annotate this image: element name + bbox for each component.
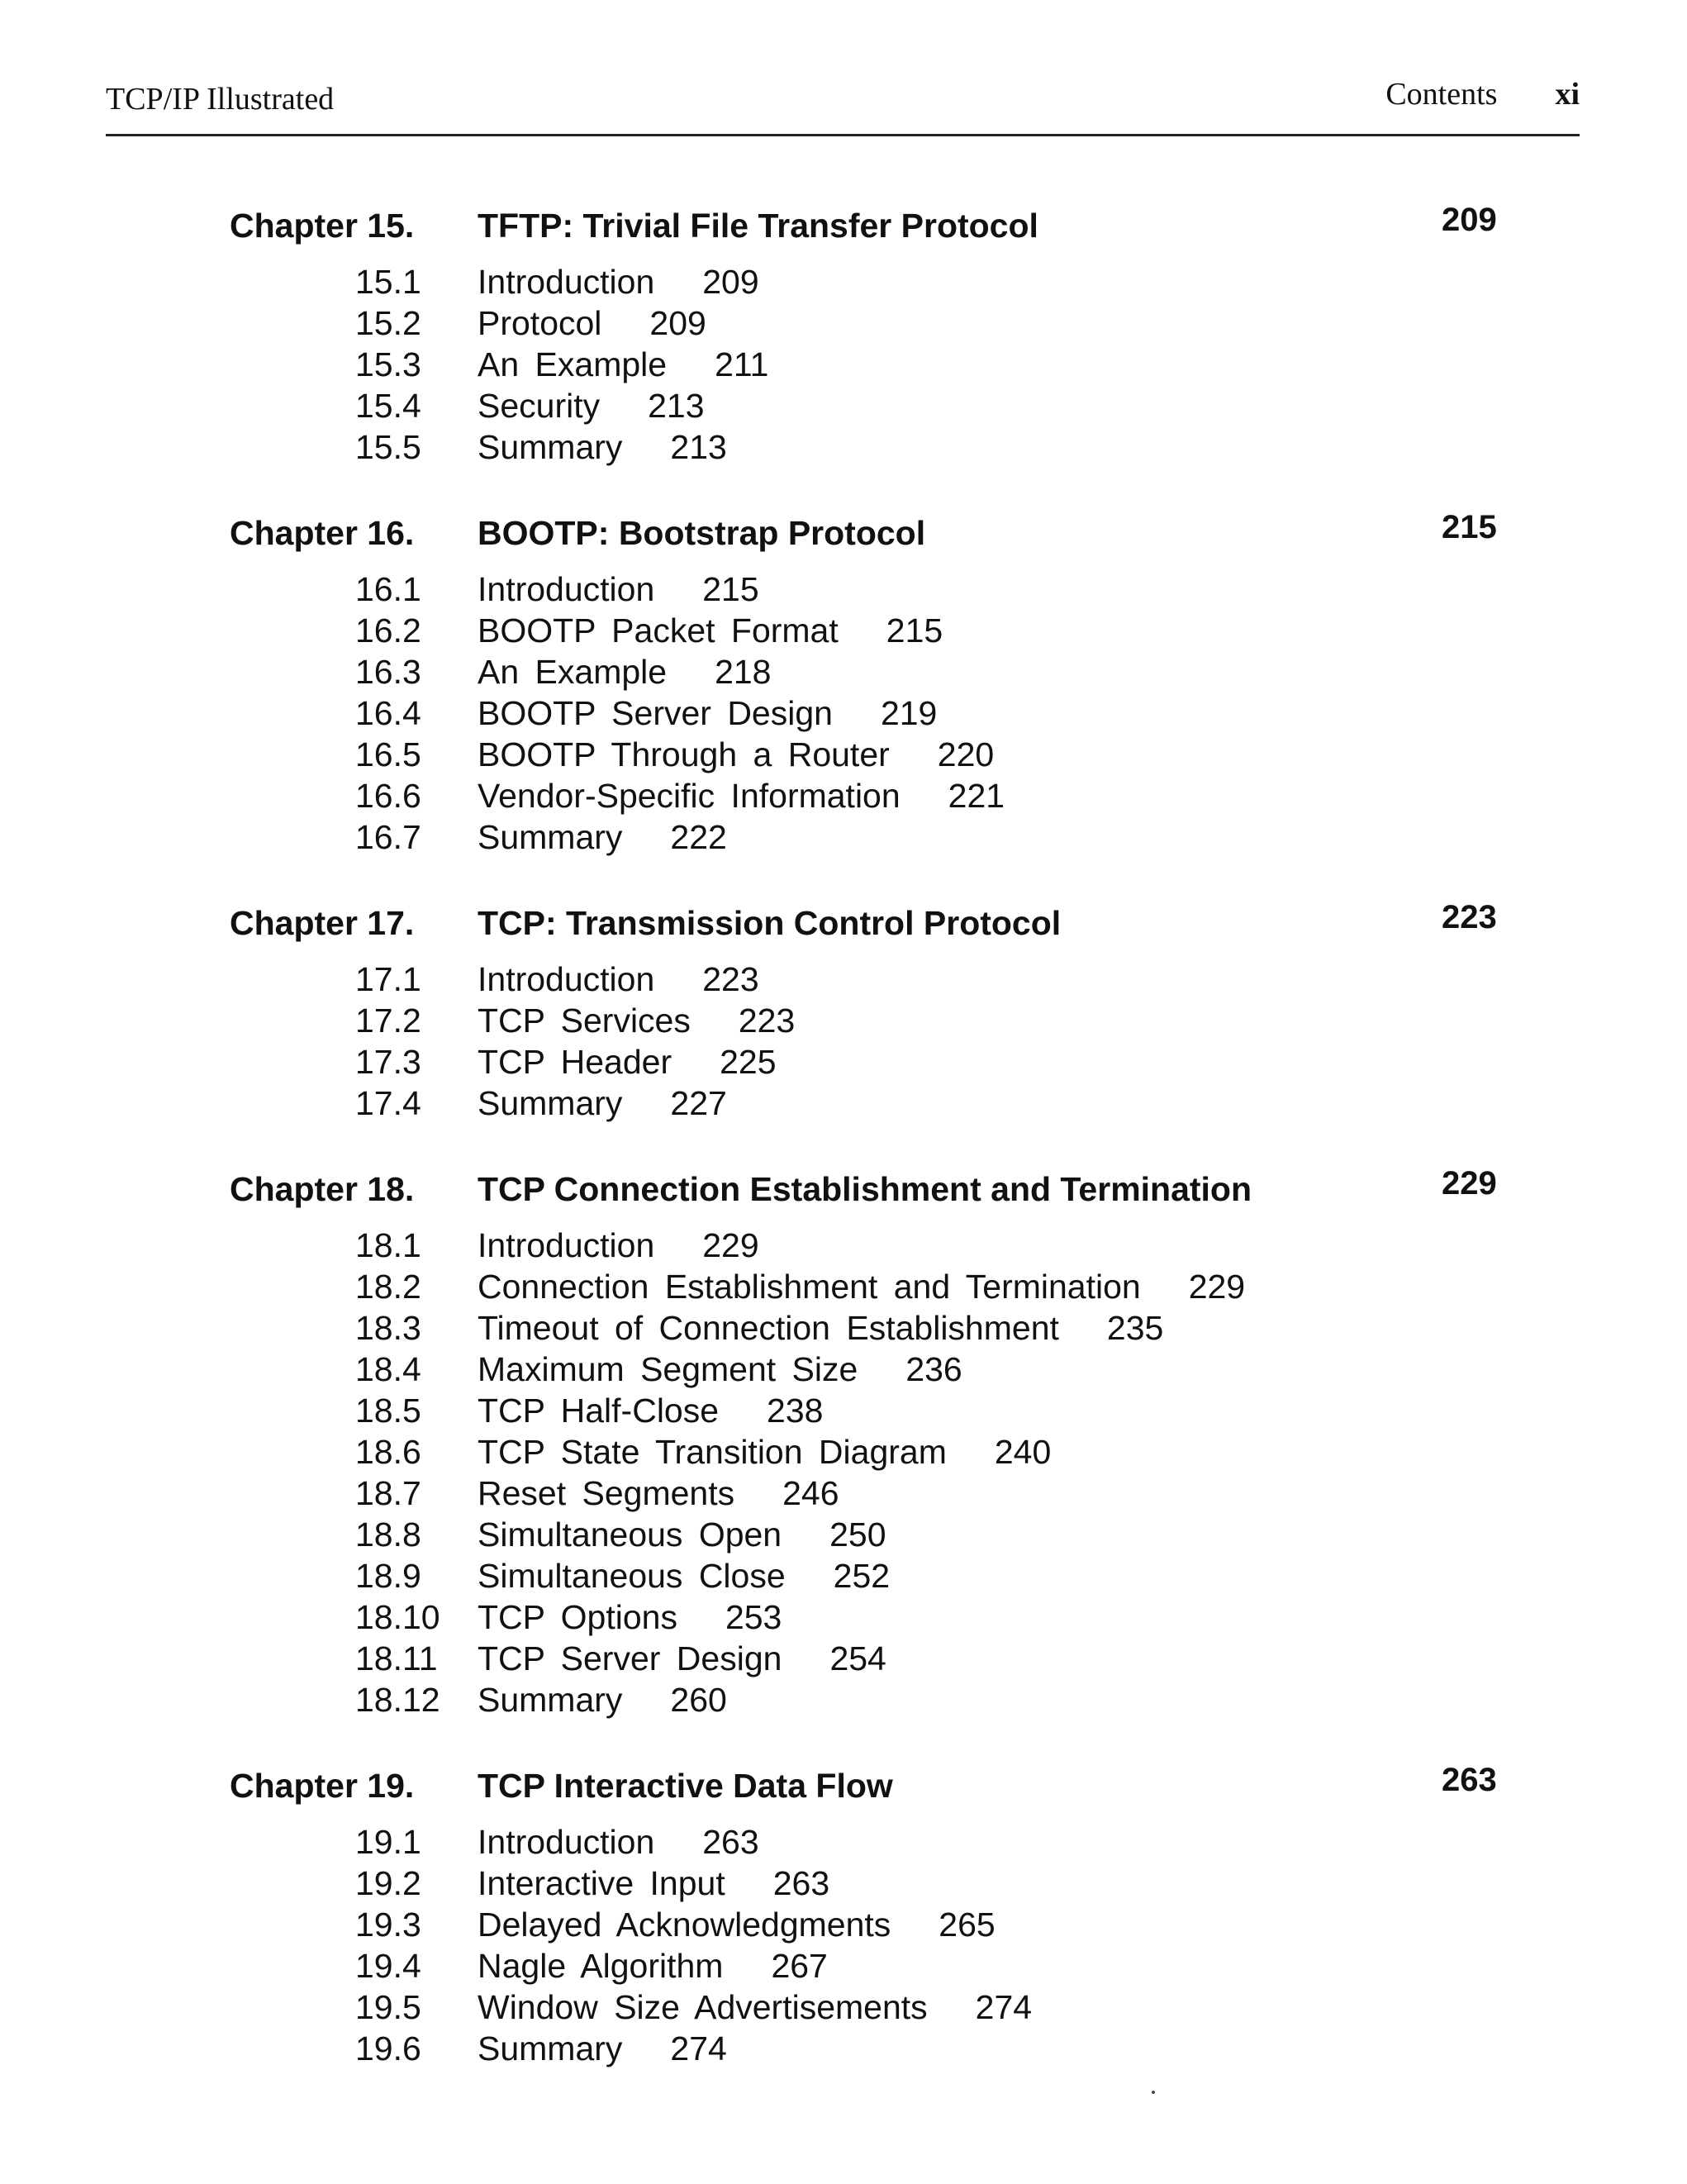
chapter-label: Chapter 15. xyxy=(230,207,415,245)
section-entry xyxy=(478,1639,886,1678)
chapter-label: Chapter 19. xyxy=(230,1767,415,1805)
section-number: 17.3 xyxy=(355,1043,421,1081)
chapter-block xyxy=(0,506,1687,896)
section-page-number: 267 xyxy=(771,1947,828,1985)
toc-entry xyxy=(0,653,1687,694)
section-title: Vendor-Specific Information xyxy=(478,777,901,815)
section-page-number: 235 xyxy=(1106,1309,1164,1347)
section-entry xyxy=(478,387,705,426)
section-title: Summary xyxy=(478,428,623,466)
toc-entry xyxy=(0,263,1687,304)
section-title: Window Size Advertisements xyxy=(478,1988,928,2026)
section-page-number: 263 xyxy=(702,1823,759,1861)
section-page-number: 211 xyxy=(715,345,769,383)
section-title: Introduction xyxy=(478,570,655,608)
section-number: 18.7 xyxy=(355,1474,421,1512)
section-entry xyxy=(478,1598,782,1637)
chapter-spacer xyxy=(0,1125,1687,1162)
chapter-page-number: 223 xyxy=(1442,899,1497,935)
chapter-title: TCP Interactive Data Flow xyxy=(478,1767,893,1805)
toc-entry xyxy=(0,1639,1687,1681)
toc-entry xyxy=(0,345,1687,387)
section-entry xyxy=(478,694,937,733)
section-number: 18.2 xyxy=(355,1268,421,1306)
running-header xyxy=(106,76,1580,136)
section-entry xyxy=(478,304,706,343)
toc-entry xyxy=(0,1598,1687,1639)
toc-entry xyxy=(0,570,1687,611)
toc-entry xyxy=(0,1002,1687,1043)
section-page-number: 265 xyxy=(939,1906,996,1944)
section-number: 16.4 xyxy=(355,694,421,732)
section-page-number: 222 xyxy=(670,818,727,856)
chapter-page-number: 263 xyxy=(1442,1762,1497,1798)
chapter-block xyxy=(0,1162,1687,1758)
section-number: 15.3 xyxy=(355,345,421,383)
page-number: xi xyxy=(1555,77,1580,112)
toc-entry xyxy=(0,1988,1687,2029)
toc-entry xyxy=(0,1515,1687,1557)
section-list xyxy=(0,1226,1687,1722)
section-title: Simultaneous Close xyxy=(478,1557,786,1595)
section-number: 18.6 xyxy=(355,1433,421,1471)
section-entry xyxy=(478,1433,1051,1472)
section-page-number: 220 xyxy=(937,735,995,773)
section-entry xyxy=(478,1350,962,1389)
section-entry xyxy=(478,1906,996,1944)
chapter-block xyxy=(0,1758,1687,2107)
section-title: Summary xyxy=(478,1681,623,1719)
section-entry xyxy=(478,1681,727,1720)
chapter-block xyxy=(0,896,1687,1162)
chapter-spacer xyxy=(0,2071,1687,2107)
section-number: 16.2 xyxy=(355,611,421,649)
chapter-label: Chapter 16. xyxy=(230,514,415,552)
section-entry xyxy=(478,1309,1163,1348)
section-page-number: 240 xyxy=(994,1433,1052,1471)
toc-entry xyxy=(0,2029,1687,2071)
section-entry xyxy=(478,960,759,999)
section-entry xyxy=(478,653,771,692)
section-page-number: 274 xyxy=(670,2029,727,2067)
chapter-spacer xyxy=(0,469,1687,506)
section-page-number: 254 xyxy=(829,1639,886,1677)
section-title: An Example xyxy=(478,345,668,383)
section-page-number: 209 xyxy=(649,304,706,342)
section-number: 18.12 xyxy=(355,1681,440,1719)
section-page-number: 218 xyxy=(715,653,772,691)
section-title: TCP Header xyxy=(478,1043,672,1081)
section-title: Summary xyxy=(478,1084,623,1122)
section-page-number: 223 xyxy=(702,960,759,998)
section-entry xyxy=(478,1474,839,1513)
section-title: Summary xyxy=(478,2029,623,2067)
chapter-label: Chapter 17. xyxy=(230,904,415,942)
toc-entry xyxy=(0,1947,1687,1988)
section-entry xyxy=(478,570,759,609)
section-title: Maximum Segment Size xyxy=(478,1350,858,1388)
section-number: 15.4 xyxy=(355,387,421,425)
toc-entry xyxy=(0,1268,1687,1309)
section-entry xyxy=(478,777,1005,816)
section-page-number: 274 xyxy=(975,1988,1033,2026)
section-number: 18.8 xyxy=(355,1515,421,1554)
section-title: Nagle Algorithm xyxy=(478,1947,724,1985)
section-number: 18.3 xyxy=(355,1309,421,1347)
chapter-spacer xyxy=(0,1722,1687,1758)
book-title: TCP/IP Illustrated xyxy=(106,82,335,117)
section-number: 16.7 xyxy=(355,818,421,856)
section-number: 19.2 xyxy=(355,1864,421,1902)
toc-entry xyxy=(0,818,1687,859)
section-entry xyxy=(478,818,727,857)
section-title: BOOTP Packet Format xyxy=(478,611,839,649)
section-entry xyxy=(478,345,768,384)
chapter-title: TCP: Transmission Control Protocol xyxy=(478,904,1062,942)
section-page-number: 223 xyxy=(738,1002,796,1040)
toc-entry xyxy=(0,1392,1687,1433)
section-title: BOOTP Server Design xyxy=(478,694,833,732)
toc-entry xyxy=(0,1864,1687,1906)
section-list xyxy=(0,263,1687,469)
toc-entry xyxy=(0,611,1687,653)
header-right xyxy=(1385,76,1580,112)
chapter-page-number: 229 xyxy=(1442,1165,1497,1201)
toc-entry xyxy=(0,960,1687,1002)
section-number: 18.11 xyxy=(355,1639,438,1677)
section-entry xyxy=(478,1084,727,1123)
toc-entry xyxy=(0,1557,1687,1598)
toc-entry xyxy=(0,1084,1687,1125)
section-title: An Example xyxy=(478,653,668,691)
toc-entry xyxy=(0,735,1687,777)
section-page-number: 238 xyxy=(767,1392,824,1430)
chapter-heading xyxy=(0,1162,1687,1226)
toc-entry xyxy=(0,428,1687,469)
section-title: Interactive Input xyxy=(478,1864,725,1902)
section-entry xyxy=(478,2029,727,2068)
section-title: Connection Establishment and Termination xyxy=(478,1268,1141,1306)
section-title: Timeout of Connection Establishment xyxy=(478,1309,1059,1347)
chapter-page-number: 209 xyxy=(1442,202,1497,238)
section-number: 19.6 xyxy=(355,2029,421,2067)
toc-entry xyxy=(0,1823,1687,1864)
section-number: 19.4 xyxy=(355,1947,421,1985)
section-title: Delayed Acknowledgments xyxy=(478,1906,891,1944)
toc-entry xyxy=(0,1309,1687,1350)
section-title: Reset Segments xyxy=(478,1474,735,1512)
section-title: Simultaneous Open xyxy=(478,1515,782,1554)
section-title: TCP Half-Close xyxy=(478,1392,720,1430)
chapter-heading xyxy=(0,896,1687,960)
section-number: 18.9 xyxy=(355,1557,421,1595)
section-number: 18.4 xyxy=(355,1350,421,1388)
toc-entry xyxy=(0,1906,1687,1947)
section-number: 18.1 xyxy=(355,1226,421,1264)
section-number: 18.5 xyxy=(355,1392,421,1430)
section-page-number: 263 xyxy=(772,1864,830,1902)
section-title: TCP State Transition Diagram xyxy=(478,1433,947,1471)
chapter-block xyxy=(0,198,1687,506)
section-number: 19.5 xyxy=(355,1988,421,2026)
section-page-number: 225 xyxy=(720,1043,777,1081)
section-number: 16.6 xyxy=(355,777,421,815)
section-entry xyxy=(478,1947,828,1986)
section-entry xyxy=(478,1988,1032,2027)
toc-entry xyxy=(0,777,1687,818)
section-page-number: 215 xyxy=(886,611,943,649)
section-entry xyxy=(478,1864,829,1903)
section-page-number: 236 xyxy=(905,1350,962,1388)
section-title: TCP Server Design xyxy=(478,1639,782,1677)
section-entry xyxy=(478,1392,823,1430)
section-entry xyxy=(478,611,943,650)
section-entry xyxy=(478,1002,795,1040)
section-number: 16.3 xyxy=(355,653,421,691)
table-of-contents xyxy=(0,198,1687,2107)
section-entry xyxy=(478,1515,886,1554)
section-page-number: 260 xyxy=(670,1681,727,1719)
section-entry xyxy=(478,1043,777,1082)
section-label: Contents xyxy=(1385,77,1498,112)
section-title: BOOTP Through a Router xyxy=(478,735,890,773)
section-page-number: 252 xyxy=(833,1557,891,1595)
section-number: 16.1 xyxy=(355,570,421,608)
section-title: TCP Services xyxy=(478,1002,691,1040)
section-page-number: 213 xyxy=(648,387,705,425)
section-page-number: 209 xyxy=(702,263,759,301)
chapter-heading xyxy=(0,506,1687,570)
section-list xyxy=(0,570,1687,859)
section-page-number: 219 xyxy=(880,694,938,732)
section-number: 18.10 xyxy=(355,1598,440,1636)
section-page-number: 253 xyxy=(725,1598,782,1636)
section-number: 16.5 xyxy=(355,735,421,773)
section-number: 17.4 xyxy=(355,1084,421,1122)
section-title: Introduction xyxy=(478,1823,655,1861)
section-number: 15.2 xyxy=(355,304,421,342)
section-entry xyxy=(478,1557,890,1596)
section-page-number: 229 xyxy=(702,1226,759,1264)
chapter-spacer xyxy=(0,859,1687,896)
section-entry xyxy=(478,735,994,774)
chapter-label: Chapter 18. xyxy=(230,1170,415,1208)
toc-entry xyxy=(0,304,1687,345)
toc-entry xyxy=(0,1226,1687,1268)
section-entry xyxy=(478,428,727,467)
chapter-heading xyxy=(0,1758,1687,1823)
section-entry xyxy=(478,263,759,302)
section-title: Introduction xyxy=(478,960,655,998)
chapter-page-number: 215 xyxy=(1442,509,1497,545)
section-entry xyxy=(478,1268,1245,1306)
section-page-number: 215 xyxy=(702,570,759,608)
toc-entry xyxy=(0,1474,1687,1515)
section-title: Summary xyxy=(478,818,623,856)
section-page-number: 250 xyxy=(829,1515,886,1554)
toc-entry xyxy=(0,1350,1687,1392)
section-number: 15.1 xyxy=(355,263,421,301)
section-number: 19.3 xyxy=(355,1906,421,1944)
section-page-number: 213 xyxy=(670,428,727,466)
section-number: 17.1 xyxy=(355,960,421,998)
section-title: Introduction xyxy=(478,1226,655,1264)
section-number: 15.5 xyxy=(355,428,421,466)
section-title: Introduction xyxy=(478,263,655,301)
chapter-heading xyxy=(0,198,1687,263)
toc-entry xyxy=(0,1681,1687,1722)
section-page-number: 229 xyxy=(1188,1268,1246,1306)
chapter-title: TFTP: Trivial File Transfer Protocol xyxy=(478,207,1038,245)
section-page-number: 227 xyxy=(670,1084,727,1122)
section-list xyxy=(0,1823,1687,2071)
chapter-title: BOOTP: Bootstrap Protocol xyxy=(478,514,926,552)
toc-entry xyxy=(0,1043,1687,1084)
scan-speck xyxy=(1152,2091,1155,2094)
section-entry xyxy=(478,1823,759,1862)
section-title: Security xyxy=(478,387,601,425)
toc-entry xyxy=(0,1433,1687,1474)
section-number: 17.2 xyxy=(355,1002,421,1040)
section-page-number: 221 xyxy=(948,777,1005,815)
section-title: TCP Options xyxy=(478,1598,677,1636)
section-page-number: 246 xyxy=(782,1474,839,1512)
section-entry xyxy=(478,1226,759,1265)
toc-entry xyxy=(0,387,1687,428)
section-number: 19.1 xyxy=(355,1823,421,1861)
chapter-title: TCP Connection Establishment and Termination xyxy=(478,1170,1252,1208)
toc-entry xyxy=(0,694,1687,735)
section-title: Protocol xyxy=(478,304,602,342)
section-list xyxy=(0,960,1687,1125)
